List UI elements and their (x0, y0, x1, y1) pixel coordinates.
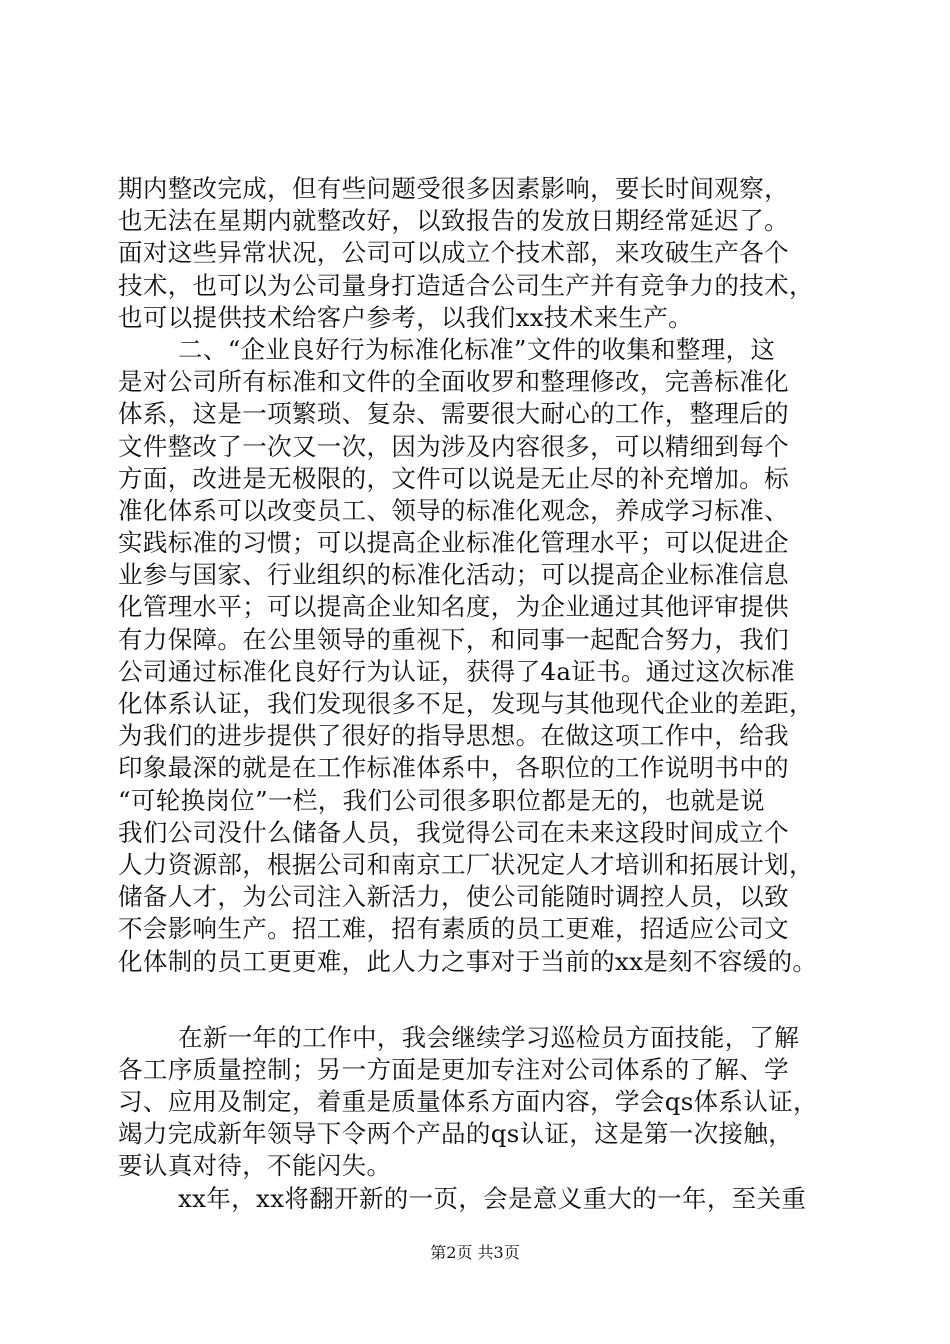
text-line: 也可以提供技术给客户参考，以我们xx技术来生产。 (118, 302, 694, 332)
paragraph-4 (118, 1183, 858, 1215)
text-line: 技术，也可以为公司量身打造适合公司生产并有竞争力的技术， (118, 270, 814, 300)
paragraph-spacer (118, 978, 858, 1022)
page-footer (0, 1243, 950, 1263)
text-line: 化管理水平；可以提高企业知名度，为企业通过其他评审提供 (118, 592, 789, 622)
text-line: 体系，这是一项繁琐、复杂、需要很大耐心的工作，整理后的 (118, 399, 789, 429)
text-line: 习、应用及制定，着重是质量体系方面内容，学会qs体系认证， (118, 1087, 818, 1117)
text-line: 人力资源部，根据公司和南京工厂状况定人才培训和拓展计划， (118, 849, 814, 879)
text-line: 期内整改完成，但有些问题受很多因素影响，要长时间观察， (118, 174, 789, 203)
text-line: 公司通过标准化良好行为认证，获得了4a证书。通过这次标准 (118, 656, 795, 686)
text-line: 面对这些异常状况，公司可以成立个技术部，来攻破生产各个 (118, 238, 789, 268)
paragraph-2 (118, 334, 858, 978)
text-line: 各工序质量控制；另一方面是更加专注对公司体系的了解、学 (118, 1054, 789, 1084)
text-line: 是对公司所有标准和文件的全面收罗和整理修改，完善标准化 (118, 367, 789, 397)
text-line: 印象最深的就是在工作标准体系中，各职位的工作说明书中的 (118, 753, 789, 783)
text-line: 文件整改了一次又一次，因为涉及内容很多，可以精细到每个 (118, 431, 789, 461)
page-number-label: 第2页 共3页 (430, 1243, 520, 1262)
paragraph-3 (118, 1022, 858, 1183)
text-line: 方面，改进是无极限的，文件可以说是无止尽的补充增加。标 (118, 463, 789, 493)
text-line: 储备人才，为公司注入新活力，使公司能随时调控人员，以致 (118, 882, 789, 912)
text-line: 有力保障。在公里领导的重视下，和同事一起配合努力，我们 (118, 624, 789, 654)
text-line: 不会影响生产。招工难，招有素质的员工更难，招适应公司文 (118, 914, 789, 944)
text-line: 实践标准的习惯；可以提高企业标准化管理水平；可以促进企 (118, 528, 789, 558)
text-line: 竭力完成新年领导下令两个产品的qs认证，这是第一次接触， (118, 1119, 794, 1149)
text-line: 为我们的进步提供了很好的指导思想。在做这项工作中，给我 (118, 721, 789, 751)
text-line: 在新一年的工作中，我会继续学习巡检员方面技能，了解 (178, 1022, 800, 1052)
text-line: 我们公司没什么储备人员，我觉得公司在未来这段时间成立个 (118, 817, 789, 847)
document-body (118, 173, 858, 1215)
text-line: 准化体系可以改变员工、领导的标准化观念，养成学习标准、 (118, 495, 789, 525)
text-line: “可轮换岗位”一栏，我们公司很多职位都是无的，也就是说 (118, 785, 765, 815)
text-line: 也无法在星期内就整改好，以致报告的发放日期经常延迟了。 (118, 206, 789, 236)
text-line: 二、“企业良好行为标准化标准”文件的收集和整理，这 (178, 334, 776, 364)
paragraph-1 (118, 173, 858, 334)
text-line: xx年，xx将翻开新的一页，会是意义重大的一年，至关重 (178, 1183, 807, 1213)
text-line: 业参与国家、行业组织的标准化活动；可以提高企业标准信息 (118, 560, 789, 590)
text-line: 化体系认证，我们发现很多不足，发现与其他现代企业的差距， (118, 689, 814, 718)
text-line: 化体制的员工更更难，此人力之事对于当前的xx是刻不容缓的。 (118, 946, 818, 976)
text-line: 要认真对待，不能闪失。 (118, 1151, 392, 1181)
